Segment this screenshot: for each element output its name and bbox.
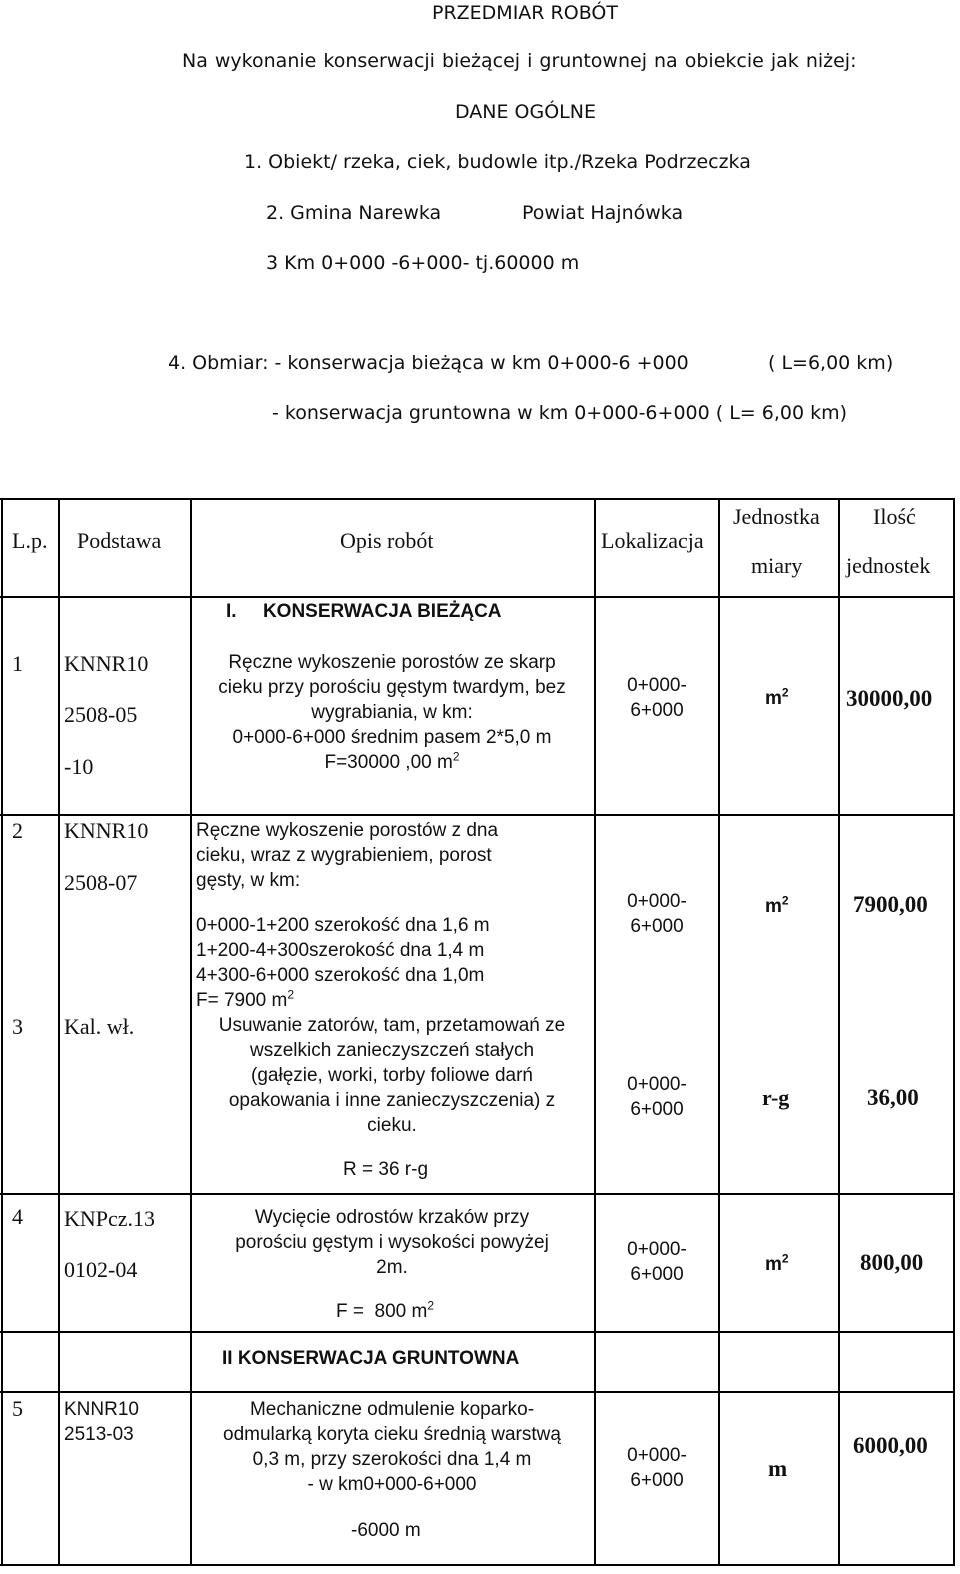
row1-opis [192, 650, 592, 775]
row2-ilosc: 7900,00 [853, 892, 928, 917]
header-jm-line2: miary [751, 553, 803, 578]
row3-lp: 3 [12, 1014, 23, 1039]
row-divider-4 [0, 1331, 955, 1333]
row5-ilosc: 6000,00 [853, 1433, 928, 1458]
row5-opis-line: odmularką koryta cieku średnią warstwą [223, 1424, 561, 1445]
row5-jm: m [768, 1456, 788, 1481]
row1-podstawa-3: -10 [64, 754, 94, 779]
row4-ilosc: 800,00 [860, 1250, 924, 1275]
row5-podstawa: KNNR10 2513-03 [64, 1399, 139, 1445]
row2-opis-line: 0+000-1+200 szerokość dna 1,6 m [196, 915, 490, 936]
row-divider-section2 [0, 1391, 955, 1393]
col-divider-jm [838, 498, 840, 1566]
row3-lokalizacja: 0+000- 6+000 [627, 1074, 687, 1120]
row2-jm: $m^2$ [765, 893, 789, 917]
row4-lokalizacja: 0+000- 6+000 [627, 1239, 687, 1285]
obmiar-line-current: 4. Obmiar: - konserwacja bieżąca w km 0+000-6 +000 [168, 352, 689, 374]
row2-opis-line: gęsty, w km: [196, 870, 301, 891]
row1-opis-line: Ręczne wykoszenie porostów ze skarp [228, 652, 556, 673]
row4-jm: $m^2$ [765, 1251, 789, 1275]
row2-opis-line: Ręczne wykoszenie porostów z dna [196, 820, 499, 841]
row5-opis-line: - w km0+000-6+000 [307, 1474, 477, 1495]
row1-opis-line: F=30000 ,00 $m^2$ [324, 749, 460, 773]
row-divider-1 [0, 814, 955, 816]
row1-opis-line: 0+000-6+000 średnim pasem 2*5,0 m [232, 727, 552, 748]
row2-opis-line: cieku, wraz z wygrabieniem, porost [196, 845, 492, 866]
row3-opis-line: Usuwanie zatorów, tam, przetamowań ze [218, 1015, 566, 1036]
bill-of-quantities-table [0, 496, 960, 1570]
col-divider-opis [594, 498, 596, 1566]
row4-opis-line: porościu gęstym i wysokości powyżej [235, 1232, 549, 1253]
row4-opis-area: F = 800 $m^2$ [336, 1298, 435, 1322]
obmiar-length: ( L=6,00 km) [768, 352, 894, 374]
general-line-km: 3 Km 0+000 -6+000- tj.60000 m [266, 252, 580, 274]
header-ilosc-line1: Ilość [873, 504, 916, 529]
row2-opis-line: F= 7900 $m^2$ [196, 987, 295, 1011]
row3-opis-line: (gałęzie, worki, torby foliowe darń [251, 1065, 533, 1086]
row1-podstawa-2: 2508-05 [64, 702, 138, 727]
section-heading-thorough: II KONSERWACJA GRUNTOWNA [222, 1348, 520, 1369]
header-jm-line1: Jednostka [733, 504, 820, 529]
table-border-right [953, 498, 955, 1566]
row4-podstawa-2: 0102-04 [64, 1257, 138, 1282]
row5-opis-line: Mechaniczne odmulenie koparko- [249, 1399, 535, 1420]
row3-opis-rg: R = 36 r-g [343, 1159, 429, 1180]
table-border-bottom [0, 1564, 955, 1566]
col-divider-lokalizacja [718, 498, 720, 1566]
row1-jm: $m^2$ [765, 685, 789, 709]
row4-lp: 4 [12, 1204, 23, 1229]
row2-opis-line: 1+200-4+300szerokość dna 1,4 m [196, 940, 485, 961]
header-lokalizacja: Lokalizacja [601, 528, 704, 553]
header-lp: L.p. [12, 528, 48, 553]
section-heading: DANE OGÓLNE [455, 101, 596, 123]
row1-lokalizacja: 0+000- 6+000 [627, 675, 687, 721]
row2-opis [196, 818, 498, 1013]
row2-opis-line: 4+300-6+000 szerokość dna 1,0m [196, 965, 485, 986]
header-opis: Opis robót [340, 528, 434, 553]
row4-opis-line: Wycięcie odrostów krzaków przy [254, 1207, 530, 1228]
table-border-left [1, 498, 3, 1566]
general-line-object: 1. Obiekt/ rzeka, ciek, budowle itp./Rzeka Podrzeczka [244, 151, 751, 173]
row3-opis-line: cieku. [367, 1115, 417, 1136]
row3-ilosc: 36,00 [867, 1085, 919, 1110]
row2-podstawa-1: KNNR10 [64, 818, 149, 843]
row4-podstawa-1: KNPcz.13 [64, 1206, 156, 1231]
row1-lp: 1 [12, 651, 23, 676]
header-ilosc-line2: jednostek [846, 553, 931, 578]
obmiar-line-thorough: - konserwacja gruntowna w km 0+000-6+000 ( L= 6,00 km) [272, 402, 848, 424]
row5-opis [192, 1397, 592, 1497]
row1-podstawa-1: KNNR10 [64, 651, 149, 676]
table-border-top [0, 498, 955, 500]
row5-opis-length: -6000 m [351, 1520, 421, 1541]
row3-opis-line: wszelkich zanieczyszczeń stałych [249, 1040, 535, 1061]
row2-lp: 2 [12, 818, 23, 843]
row1-opis-line: wygrabiania, w km: [311, 702, 473, 723]
row5-lokalizacja: 0+000- 6+000 [627, 1445, 687, 1491]
row5-lp: 5 [12, 1396, 23, 1421]
row3-podstawa: Kal. wł. [64, 1014, 135, 1039]
row2-podstawa-2: 2508-07 [64, 870, 138, 895]
general-line-powiat: Powiat Hajnówka [522, 202, 684, 224]
document-subtitle: Na wykonanie konserwacji bieżącej i gruntownej na obiekcie jak niżej: [182, 50, 857, 72]
row4-opis-line: 2m. [376, 1257, 408, 1278]
row-divider-3 [0, 1193, 955, 1195]
row3-opis [192, 1013, 592, 1138]
header-podstawa: Podstawa [77, 528, 162, 553]
row3-opis-line: opakowania i inne zanieczyszczenia) z [228, 1090, 556, 1111]
row5-opis-line: 0,3 m, przy szerokości dna 1,4 m [252, 1449, 532, 1470]
row2-lokalizacja: 0+000- 6+000 [627, 891, 687, 937]
row1-opis-line: cieku przy porościu gęstym twardym, bez [218, 677, 566, 698]
row4-opis [192, 1205, 592, 1280]
table-header-divider [0, 596, 955, 598]
section-heading-current: I. KONSERWACJA BIEŻĄCA [226, 601, 502, 622]
col-divider-lp [58, 498, 60, 1566]
row3-jm: r-g [762, 1085, 790, 1110]
row1-ilosc: 30000,00 [846, 686, 933, 711]
general-line-gmina: 2. Gmina Narewka [266, 202, 442, 224]
document-title: PRZEDMIAR ROBÓT [432, 2, 618, 24]
